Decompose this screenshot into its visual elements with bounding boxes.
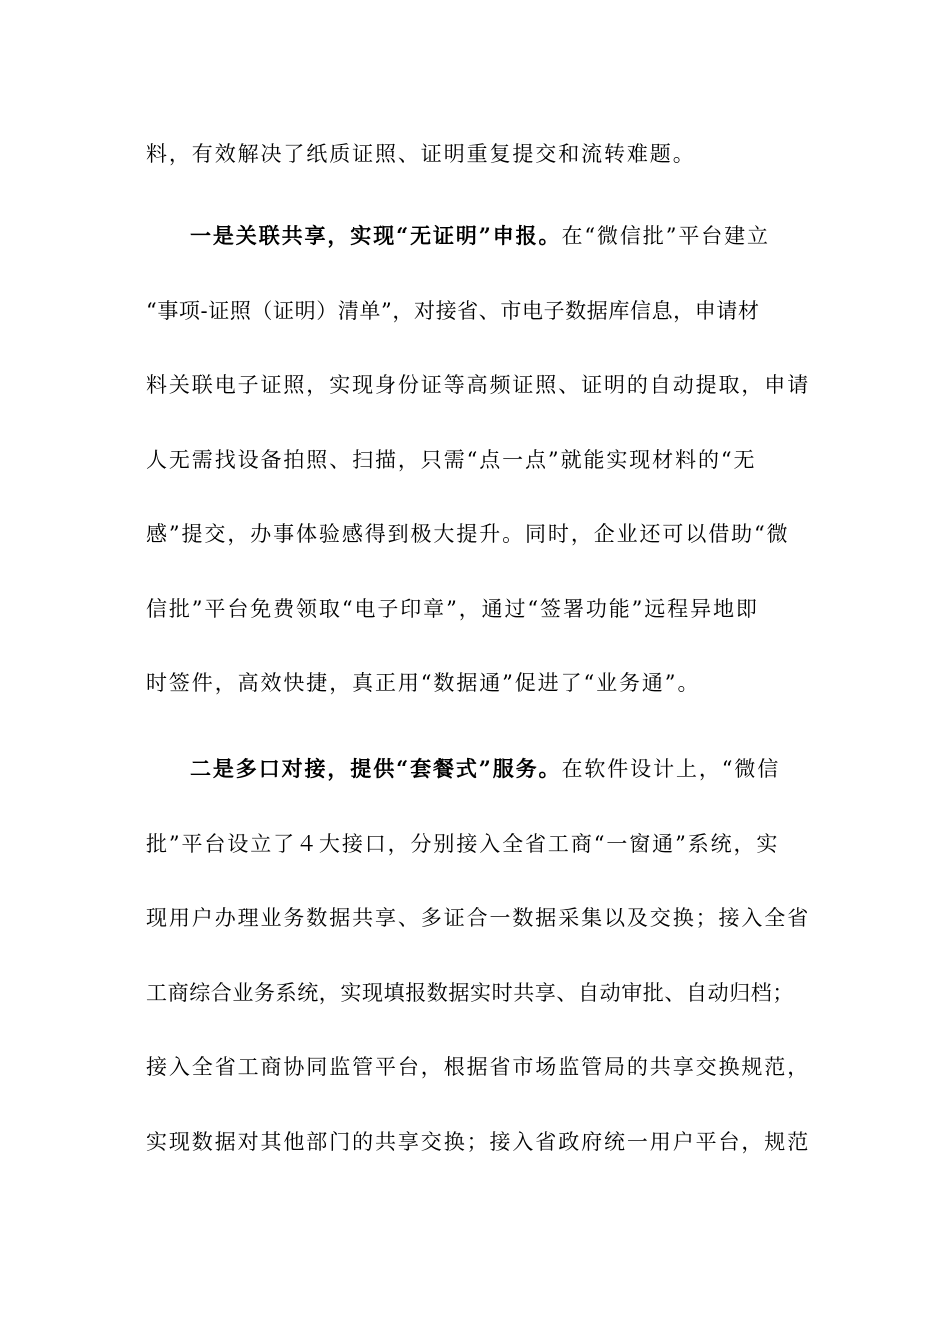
paragraph-first-line <box>190 222 870 250</box>
paragraph-text: 在“微信批”平台建立 <box>561 224 770 248</box>
paragraph-text: 在软件设计上，“微信 <box>561 757 781 781</box>
paragraph-line: 实现数据对其他部门的共享交换；接入省政府统一用户平台，规范 <box>146 1130 811 1154</box>
paragraph-line: 批”平台设立了４大接口，分别接入全省工商“一窗通”系统，实 <box>146 832 780 856</box>
paragraph-first-line <box>190 755 870 783</box>
paragraph-line: 料关联电子证照，实现身份证等高频证照、证明的自动提取，申请 <box>146 373 811 397</box>
paragraph-line: 时签件，高效快捷，真正用“数据通”促进了“业务通”。 <box>146 671 701 695</box>
paragraph-line: 工商综合业务系统，实现填报数据实时共享、自动审批、自动归档； <box>146 981 794 1005</box>
paragraph-heading: 二是多口对接，提供“套餐式”服务。 <box>190 756 562 781</box>
paragraph-line: 料，有效解决了纸质证照、证明重复提交和流转难题。 <box>146 142 696 166</box>
paragraph-line: “事项-证照（证明）清单”，对接省、市电子数据库信息，申请材 <box>146 299 760 323</box>
paragraph-line: 接入全省工商协同监管平台，根据省市场监管局的共享交换规范， <box>146 1055 811 1079</box>
paragraph-line: 感”提交，办事体验感得到极大提升。同时，企业还可以借助“微 <box>146 522 790 546</box>
paragraph-line: 现用户办理业务数据共享、多证合一数据采集以及交换；接入全省 <box>146 906 811 930</box>
paragraph-heading: 一是关联共享，实现“无证明”申报。 <box>190 223 562 248</box>
paragraph-line: 人无需找设备拍照、扫描，只需“点一点”就能实现材料的“无 <box>146 448 757 472</box>
paragraph-line: 信批”平台免费领取“电子印章”，通过“签署功能”远程异地即 <box>146 597 759 621</box>
